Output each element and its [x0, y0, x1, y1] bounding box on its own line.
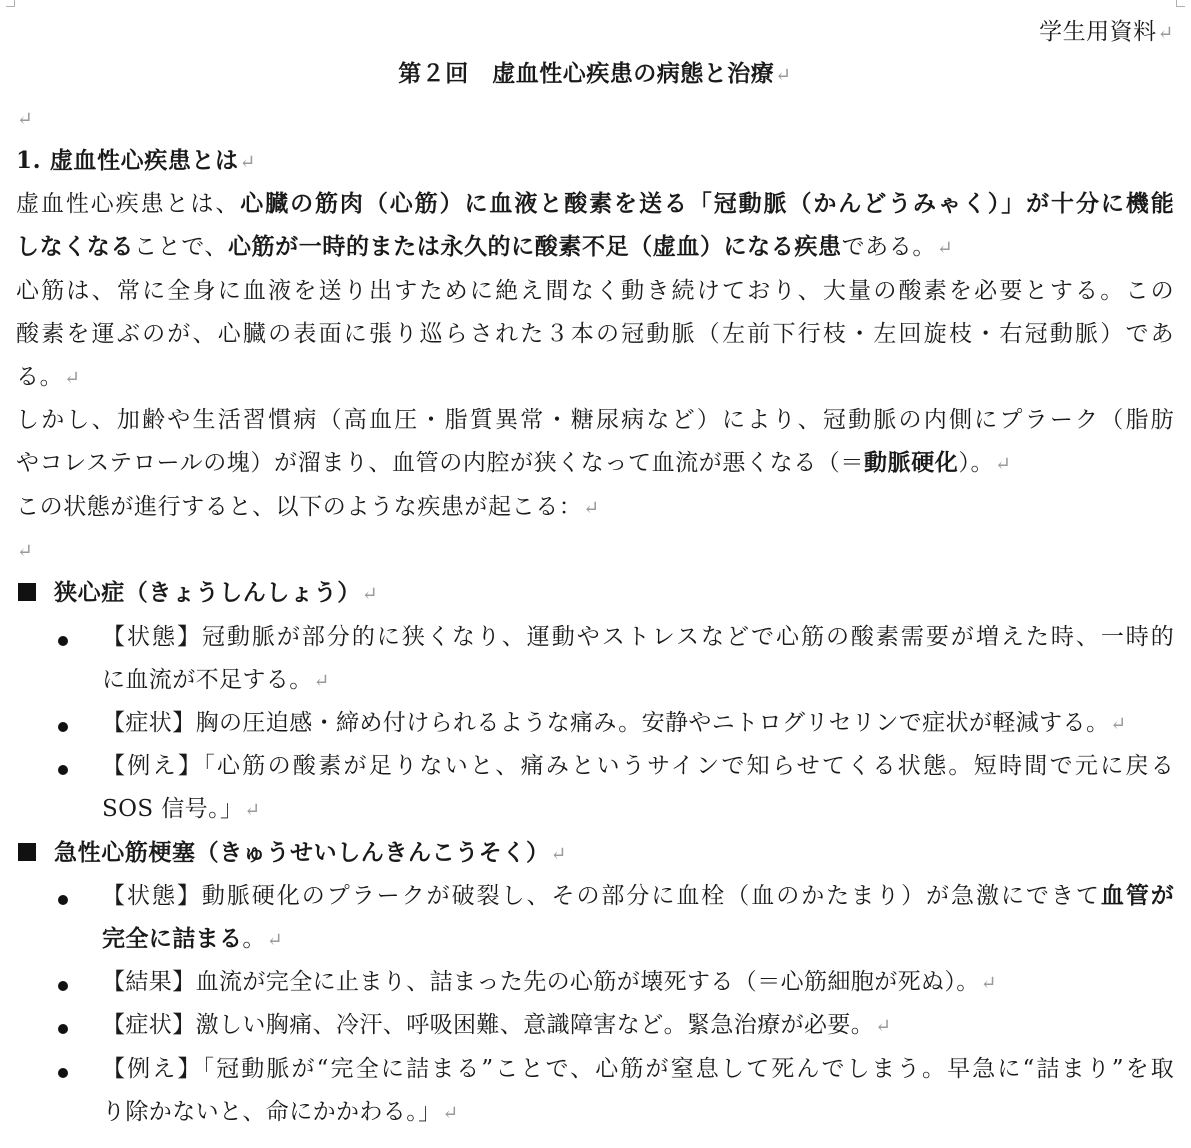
crop-mark-top-right	[1176, 0, 1185, 7]
crop-mark-top-left	[6, 0, 15, 7]
empty-paragraph	[16, 102, 34, 135]
return-mark-icon: ↵	[775, 64, 792, 86]
bullet-icon	[58, 765, 68, 775]
return-mark-icon: ↵	[313, 670, 330, 692]
paragraph-line: 酸素を運ぶのが、心臓の表面に張り巡らされた３本の冠動脈（左前下行枝・左回旋枝・右冠動脈）であ	[16, 321, 1174, 347]
list-item-line: 【症状】激しい胸痛、冷汗、呼吸困難、意識障害など。緊急治療が必要。↵	[102, 1012, 892, 1038]
list-item-line: 完全に詰まる。↵	[102, 925, 284, 952]
list-item-line: 【状態】動脈硬化のプラークが破裂し、その部分に血栓（血のかたまり）が急激にできて血管が	[102, 882, 1175, 909]
list-item-line: SOS 信号。」↵	[102, 796, 261, 822]
return-mark-icon: ↵	[583, 497, 600, 519]
angina-heading: 狭心症（きょうしんしょう）↵	[16, 577, 378, 610]
return-mark-icon: ↵	[995, 453, 1012, 475]
list-item-line: 【結果】血流が完全に止まり、詰まった先の心筋が壊死する（＝心筋細胞が死ぬ）。↵	[102, 969, 998, 995]
list-item-line: に血流が不足する。↵	[102, 667, 330, 693]
return-mark-icon: ↵	[361, 583, 379, 605]
mi-heading: 急性心筋梗塞（きゅうせいしんきんこうそく）↵	[16, 837, 567, 870]
black-square-icon	[18, 583, 36, 601]
page-title: 第２回 虚血性心疾患の病態と治療↵	[398, 60, 792, 87]
return-mark-icon: ↵	[239, 151, 257, 173]
doc-label: 学生用資料↵	[1039, 19, 1174, 45]
bullet-icon	[58, 1024, 68, 1034]
return-mark-icon: ↵	[244, 799, 261, 821]
return-mark-icon: ↵	[550, 843, 568, 865]
return-mark-icon: ↵	[442, 1102, 459, 1124]
paragraph-line: この状態が進行すると、以下のような疾患が起こる：↵	[16, 494, 600, 520]
bullet-icon	[58, 895, 68, 905]
return-mark-icon: ↵	[1157, 22, 1174, 44]
paragraph-line: しなくなることで、心筋が一時的または永久的に酸素不足（虚血）になる疾患である。↵	[16, 233, 954, 260]
list-item-line: り除かないと、命にかかわる。」↵	[102, 1099, 459, 1125]
return-mark-icon: ↵	[64, 367, 81, 389]
return-mark-icon: ↵	[875, 1015, 892, 1037]
return-mark-icon: ↵	[1110, 713, 1127, 735]
bullet-icon	[58, 636, 68, 646]
return-mark-icon: ↵	[980, 972, 998, 994]
return-mark-icon: ↵	[17, 108, 34, 130]
black-square-icon	[18, 843, 36, 861]
list-item-line: 【例え】「冠動脈が“完全に詰まる”ことで、心筋が窒息して死んでしまう。早急に“詰まり”を取	[102, 1056, 1174, 1082]
list-item-line: 【例え】「心筋の酸素が足りないと、痛みというサインで知らせてくる状態。短時間で元に戻る	[102, 753, 1174, 779]
return-mark-icon: ↵	[936, 237, 954, 259]
section-heading: 1. 虚血性心疾患とは↵	[16, 147, 257, 174]
bullet-icon	[58, 981, 68, 991]
bullet-icon	[58, 1068, 68, 1078]
paragraph-line: 虚血性心疾患とは、心臓の筋肉（心筋）に血液と酸素を送る「冠動脈（かんどうみゃく）」が十分に機能	[16, 190, 1175, 217]
paragraph-line: 心筋は、常に全身に血液を送り出すために絶え間なく動き続けており、大量の酸素を必要とする。この	[16, 278, 1174, 304]
paragraph-line: やコレステロールの塊）が溜まり、血管の内腔が狭くなって血流が悪くなる（＝動脈硬化）。↵	[16, 449, 1012, 476]
empty-paragraph	[16, 534, 34, 567]
paragraph-line: る。↵	[16, 364, 81, 390]
return-mark-icon: ↵	[17, 540, 34, 562]
bullet-icon	[58, 722, 68, 732]
list-item-line: 【症状】胸の圧迫感・締め付けられるような痛み。安静やニトログリセリンで症状が軽減する。↵	[102, 710, 1127, 736]
return-mark-icon: ↵	[266, 929, 284, 951]
paragraph-line: しかし、加齢や生活習慣病（高血圧・脂質異常・糖尿病など）により、冠動脈の内側にプラーク（脂肪	[16, 407, 1174, 433]
list-item-line: 【状態】冠動脈が部分的に狭くなり、運動やストレスなどで心筋の酸素需要が増えた時、一時的	[102, 624, 1174, 650]
